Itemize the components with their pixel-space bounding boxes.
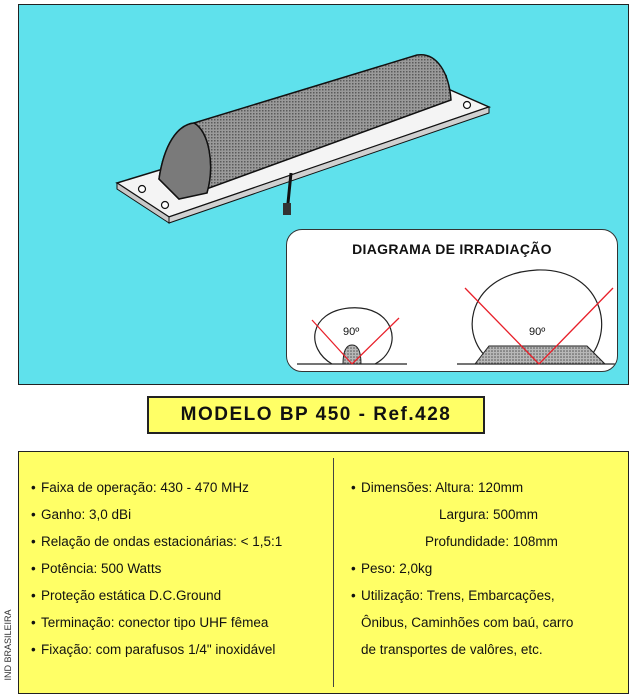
mounting-hole-icon [464, 102, 471, 109]
spec-item: • Fixação: com parafusos 1/4" inoxidável [31, 642, 276, 657]
spec-item: • Faixa de operação: 430 - 470 MHz [31, 480, 249, 495]
specifications-panel [18, 451, 629, 694]
spec-dimensions: • Dimensões: Altura: 120mm [351, 480, 524, 495]
spec-usage: • Utilização: Trens, Embarcações, [351, 588, 555, 603]
radiation-pattern-graphic [287, 230, 618, 372]
spec-depth: Profundidade: 108mm [425, 534, 558, 549]
spec-item: • Terminação: conector tipo UHF fêmea [31, 615, 269, 630]
mounting-hole-icon [162, 202, 169, 209]
specs-right-column [351, 474, 623, 663]
spec-width: Largura: 500mm [439, 507, 539, 522]
left-antenna-profile [343, 345, 361, 364]
left-angle-label: 90º [343, 326, 360, 338]
side-label: IND BRASILEIRA [3, 609, 13, 681]
spec-weight: • Peso: 2,0kg [351, 561, 433, 576]
product-illustration-panel [18, 4, 629, 385]
spec-item: • Potência: 500 Watts [31, 561, 162, 576]
spec-item: • Ganho: 3,0 dBi [31, 507, 132, 522]
mounting-hole-icon [139, 186, 146, 193]
specs-left-column [31, 474, 327, 663]
diagram-title: DIAGRAMA DE IRRADIAÇÃO [352, 241, 552, 257]
right-antenna-profile [475, 346, 605, 364]
right-angle-label: 90º [529, 326, 546, 338]
radiation-diagram-box [286, 229, 618, 372]
spec-item: • Relação de ondas estacionárias: < 1,5:1 [31, 534, 283, 549]
spec-usage-continued: Ônibus, Caminhões com baú, carro [361, 615, 574, 630]
spec-usage-continued: de transportes de valôres, etc. [361, 642, 543, 657]
model-title: MODELO BP 450 - Ref.428 [147, 396, 485, 434]
spec-item: • Proteção estática D.C.Ground [31, 588, 222, 603]
column-divider [333, 458, 334, 687]
